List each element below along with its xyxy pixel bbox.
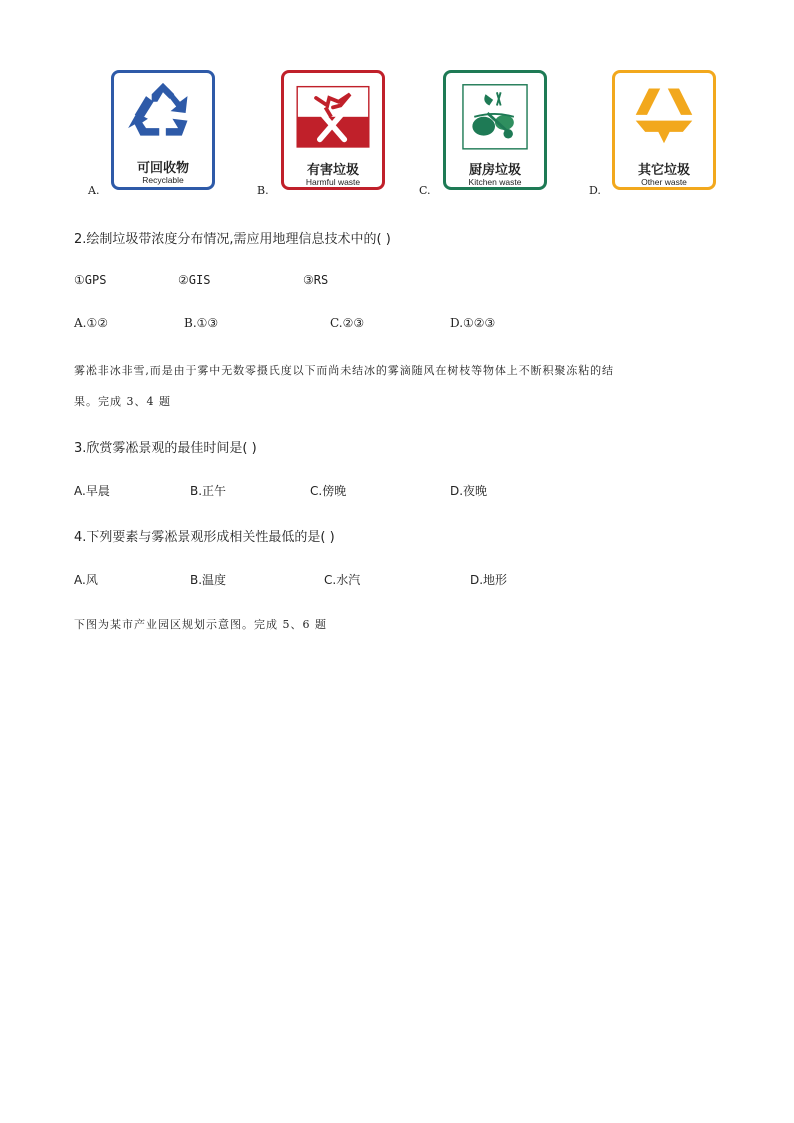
question-4-stem: 4.下列要素与雾凇景观形成相关性最低的是( ) — [74, 530, 335, 545]
bin-chinese-label: 有害垃圾 — [306, 163, 359, 178]
option-b-letter: B. — [257, 184, 269, 197]
passage-5-6-intro: 下图为某市产业园区规划示意图。完成 5、6 题 — [74, 618, 327, 631]
bin-english-label: Recyclable — [142, 175, 184, 185]
q4-option-c: C.水汽 — [324, 573, 361, 587]
passage-3-4-line-1: 雾凇非冰非雪,而是由于雾中无数零摄氏度以下而尚未结冰的雾滴随风在树枝等物体上不断积聚冻粘的结 — [74, 364, 614, 377]
kitchen-bin-icon — [443, 70, 547, 190]
bin-chinese-label: 可回收物 — [136, 161, 189, 176]
q2-option-b: B.①③ — [184, 316, 219, 330]
question-3-stem: 3.欣赏雾凇景观的最佳时间是( ) — [74, 441, 257, 456]
q3-option-d: D.夜晚 — [450, 484, 488, 498]
q2-item-3: ③RS — [303, 273, 329, 287]
bin-english-label: Harmful waste — [305, 177, 361, 187]
harmful-bin-icon — [281, 70, 385, 190]
q2-option-d: D.①②③ — [450, 316, 496, 330]
option-d-letter: D. — [589, 184, 601, 197]
other-bin-icon — [612, 70, 716, 190]
option-c-letter: C. — [419, 184, 431, 197]
bin-chinese-label: 其它垃圾 — [637, 163, 690, 178]
q2-option-a: A.①② — [74, 316, 108, 330]
q3-option-b: B.正午 — [190, 484, 227, 498]
q2-option-c: C.②③ — [330, 316, 365, 330]
q4-option-b: B.温度 — [190, 573, 227, 587]
bin-chinese-label: 厨房垃圾 — [468, 163, 521, 178]
question-2-stem: 2.绘制垃圾带浓度分布情况,需应用地理信息技术中的( ) — [74, 232, 391, 247]
q2-item-2: ②GIS — [178, 273, 211, 287]
passage-3-4-line-2: 果。完成 3、4 题 — [74, 395, 171, 408]
q3-option-c: C.傍晚 — [310, 484, 347, 498]
q4-option-d: D.地形 — [470, 573, 508, 587]
bin-english-label: Kitchen waste — [468, 177, 522, 187]
bin-english-label: Other waste — [641, 177, 687, 187]
q4-option-a: A.风 — [74, 573, 98, 587]
q3-option-a: A.早晨 — [74, 484, 110, 498]
q2-item-1: ①GPS — [74, 273, 107, 287]
option-a-letter: A. — [88, 184, 100, 197]
recyclable-bin-icon — [111, 70, 215, 190]
